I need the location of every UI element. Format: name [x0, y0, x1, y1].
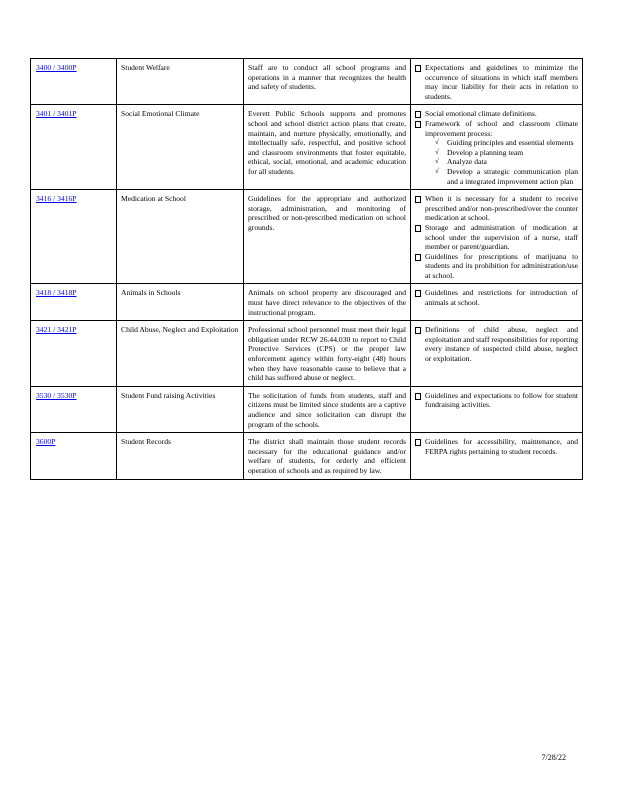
policy-link[interactable]: 3416 / 3416P: [36, 194, 77, 204]
list-item: [414, 194, 578, 223]
policy-number-cell: [31, 105, 117, 190]
list-item: [414, 63, 578, 101]
notes-list: [414, 391, 578, 410]
notes-list: [414, 63, 578, 101]
policy-title: Animals in Schools: [117, 284, 244, 321]
policy-number-cell: [31, 190, 117, 284]
policy-notes: [411, 59, 583, 105]
policy-link[interactable]: 3401 / 3401P: [36, 109, 77, 119]
policy-notes: [411, 284, 583, 321]
policy-page: [30, 58, 578, 480]
note-text: Guidelines for accessibility, maintenance, and FERPA rights pertaining to student records.: [425, 437, 578, 456]
note-text: When it is necessary for a student to receive prescribed and/or non-prescribed/over the counter medication at school.: [425, 194, 578, 223]
list-item: [414, 252, 578, 281]
policy-table: [30, 58, 583, 480]
list-item: [414, 223, 578, 252]
policy-title: Student Fund raising Activities: [117, 386, 244, 432]
policy-title: Social Emotional Climate: [117, 105, 244, 190]
table-row: [31, 321, 583, 387]
note-text: Guidelines and restrictions for introduction of animals at school.: [425, 288, 578, 308]
policy-description: Guidelines for the appropriate and authorized storage, administration, and monitoring of prescribed or non-prescribed medication on school grounds.: [244, 190, 411, 284]
list-item: [414, 437, 578, 456]
list-item: [414, 119, 578, 186]
list-item: √ Develop a planning team: [435, 148, 578, 158]
policy-notes: [411, 321, 583, 387]
notes-list: [414, 325, 578, 363]
policy-link[interactable]: 3530 / 3530P: [36, 390, 77, 400]
policy-description: The district shall maintain those student records necessary for the educational guidance and/or welfare of students, for orderly and efficient operation of schools and as required by law.: [244, 433, 411, 479]
note-text: Guidelines for prescriptions of marijuana to students and its prohibition for administration/use at school.: [425, 251, 578, 280]
policy-link[interactable]: 3600P: [36, 437, 56, 447]
policy-link[interactable]: 3421 / 3421P: [36, 325, 77, 335]
policy-description: Professional school personnel must meet their legal obligation under RCW 26.44.030 to report to Child Protective Services (CPS) or the proper law enforcement agency within forty-eight (48) hours when they have reasonable cause to believe that a child has suffered abuse or neglect.: [244, 321, 411, 387]
list-item: [414, 391, 578, 410]
policy-number-cell: [31, 321, 117, 387]
notes-list: [414, 288, 578, 307]
policy-description: The solicitation of funds from students, staff and citizens must be limited since students are a captive audience and since solicitation can disrupt the program of the schools.: [244, 386, 411, 432]
note-text: Expectations and guidelines to minimize the occurrence of situations in which staff members may incur liability for their acts in relation to students.: [425, 63, 578, 101]
policy-title: Student Welfare: [117, 59, 244, 105]
note-text: Framework of school and classroom climate improvement process:: [425, 118, 578, 138]
policy-title: Student Records: [117, 433, 244, 479]
policy-number-cell: [31, 284, 117, 321]
policy-link[interactable]: 3400 / 3400P: [36, 63, 77, 72]
note-text: Social emotional climate definitions.: [425, 109, 537, 119]
note-text: Storage and administration of medication at school under the supervision of a nurse, staff member or parent/guardian.: [425, 222, 578, 252]
table-row: [31, 433, 583, 479]
policy-title: Child Abuse, Neglect and Exploitation: [117, 321, 244, 387]
policy-number-cell: [31, 433, 117, 479]
policy-number-cell: [31, 59, 117, 105]
notes-list: [414, 194, 578, 280]
table-row: [31, 105, 583, 190]
policy-description: Everett Public Schools supports and promotes school and school district action plans that create, maintain, and nurture physically, emotionally, and intellectually safe, respectful, and positive school and classroom environments that foster equitable, ethical, social, emotional, and academic education for all students.: [244, 105, 411, 190]
list-item: √ Analyze data: [435, 157, 578, 167]
note-text: Guidelines and expectations to follow for student fundraising activities.: [425, 390, 578, 410]
table-row: [31, 284, 583, 321]
policy-description: Staff are to conduct all school programs and operations in a manner that recognizes the health and safety of students.: [244, 59, 411, 105]
list-item: [414, 288, 578, 307]
policy-description: Animals on school property are discouraged and must have direct relevance to the objectives of the instructional program.: [244, 284, 411, 321]
policy-notes: [411, 190, 583, 284]
table-row: [31, 386, 583, 432]
notes-list: [414, 109, 578, 186]
subnotes-list: [425, 138, 578, 186]
policy-notes: [411, 433, 583, 479]
note-text: Definitions of child abuse, neglect and exploitation and staff responsibilities for reporting every instance of suspected child abuse, neglect or exploitation.: [425, 325, 578, 364]
policy-notes: [411, 105, 583, 190]
policy-number-cell: [31, 386, 117, 432]
list-item: √ Guiding principles and essential elements: [435, 138, 578, 148]
table-row: [31, 190, 583, 284]
notes-list: [414, 437, 578, 456]
footer-date: 7/28/22: [541, 753, 566, 762]
list-item: [414, 109, 578, 119]
policy-link[interactable]: 3418 / 3418P: [36, 288, 77, 298]
list-item: [414, 325, 578, 363]
policy-notes: [411, 386, 583, 432]
table-row: [31, 59, 583, 105]
policy-title: Medication at School: [117, 190, 244, 284]
list-item: √ Develop a strategic communication plan and a integrated improvement action plan: [435, 167, 578, 186]
